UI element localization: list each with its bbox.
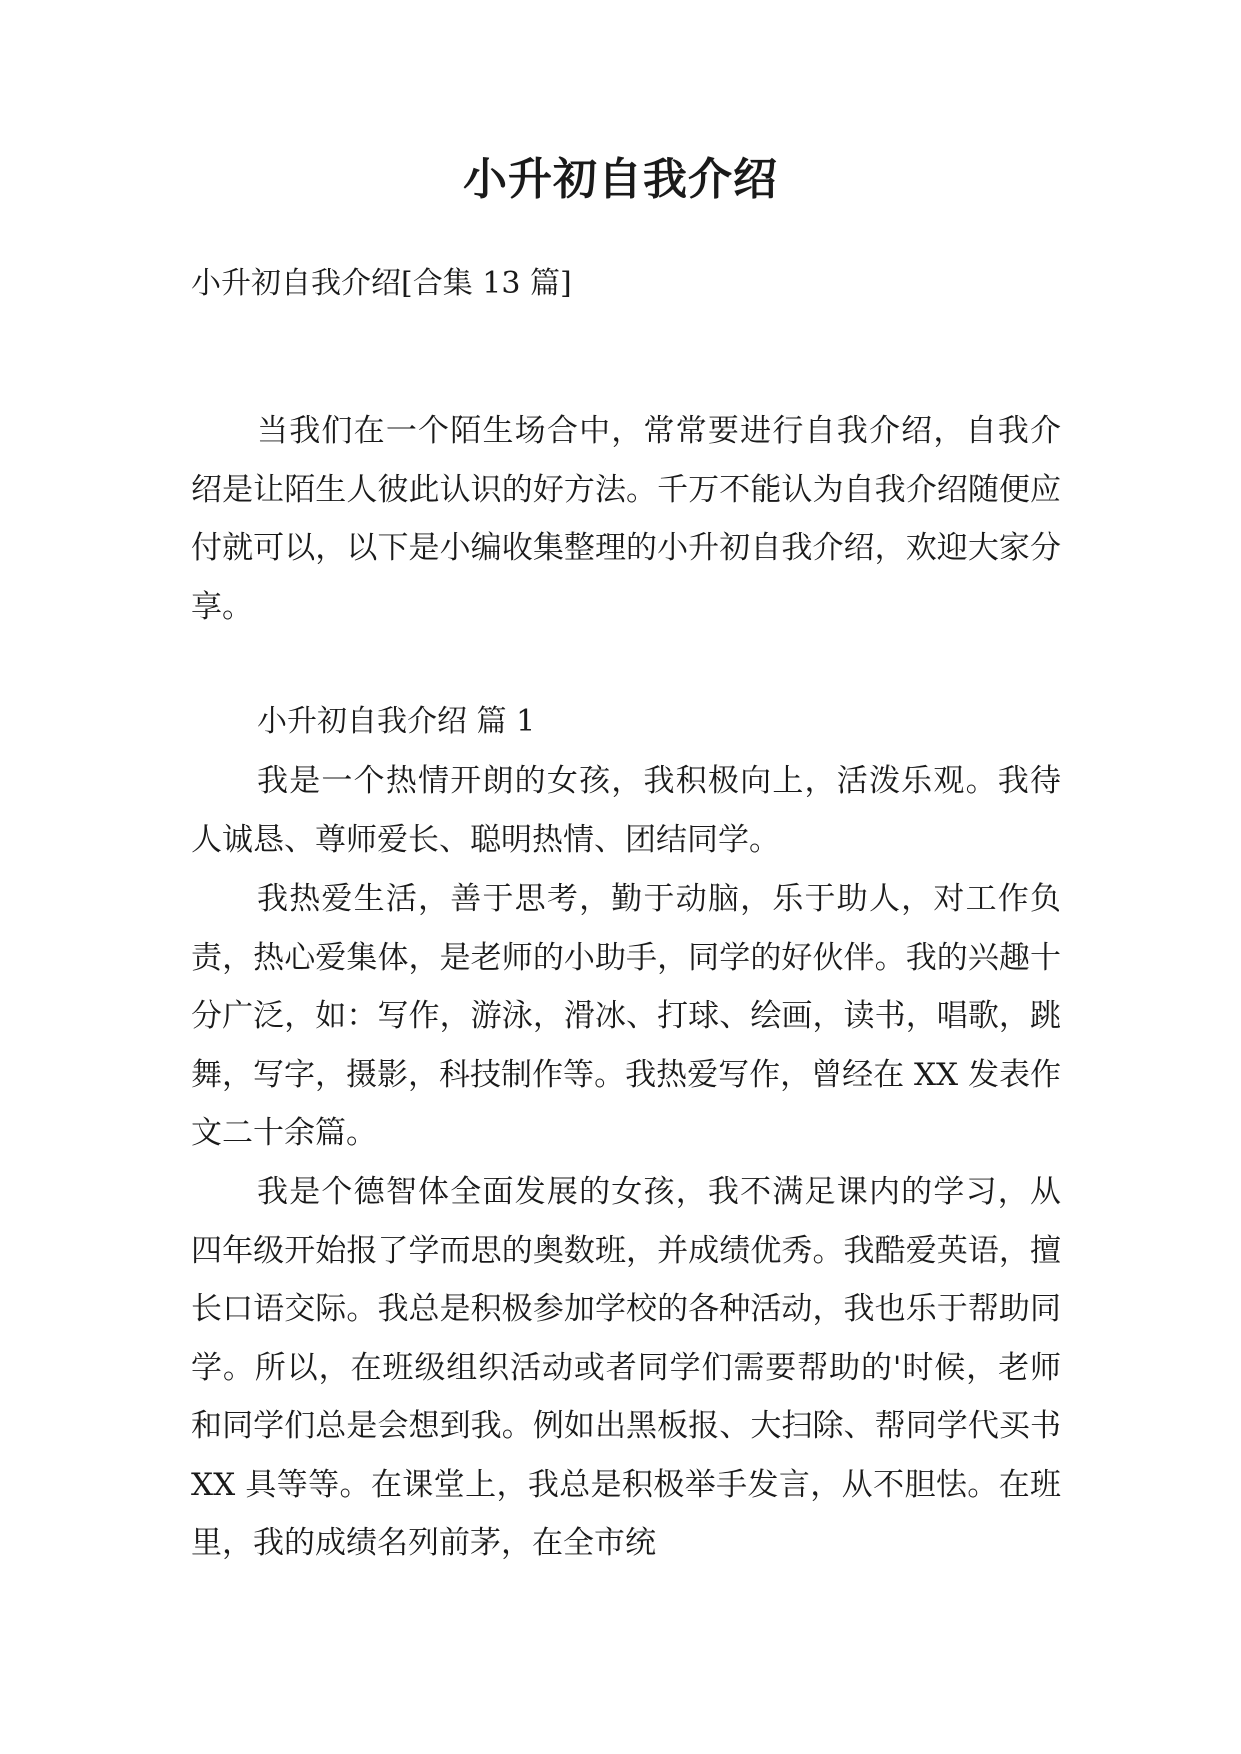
document-title: 小升初自我介绍 bbox=[463, 154, 778, 205]
section-heading: 小升初自我介绍 篇 1 bbox=[257, 704, 536, 739]
body-paragraph: 我是个德智体全面发展的女孩，我不满足课内的学习，从四年级开始报了学而思的奥数班，并成绩优秀。我酷爱英语，擅长口语交际。我总是积极参加学校的各种活动，我也乐于帮助同学。所以，在班级组织活动或者同学们需要帮助的'时候，老师和同学们总是会想到我。例如出黑板报、大扫除、帮同学代买书 XX 具等等。在课堂上，我总是积极举手发言，从不胆怯。在班里，我的成绩名列前茅，在全市统 bbox=[191, 1174, 1061, 1561]
intro-paragraph: 当我们在一个陌生场合中，常常要进行自我介绍，自我介绍是让陌生人彼此认识的好方法。千万不能认为自我介绍随便应付就可以，以下是小编收集整理的小升初自我介绍，欢迎大家分享。 bbox=[191, 413, 1061, 625]
document-subtitle: 小升初自我介绍[合集 13 篇] bbox=[191, 266, 572, 301]
body-paragraph: 我是一个热情开朗的女孩，我积极向上，活泼乐观。我待人诚恳、尊师爱长、聪明热情、团结同学。 bbox=[191, 763, 1061, 858]
body-paragraph: 我热爱生活，善于思考，勤于动脑，乐于助人，对工作负责，热心爱集体，是老师的小助手，同学的好伙伴。我的兴趣十分广泛，如：写作，游泳，滑冰、打球、绘画，读书，唱歌，跳舞，写字，摄影，科技制作等。我热爱写作，曾经在 XX 发表作文二十余篇。 bbox=[191, 881, 1061, 1151]
